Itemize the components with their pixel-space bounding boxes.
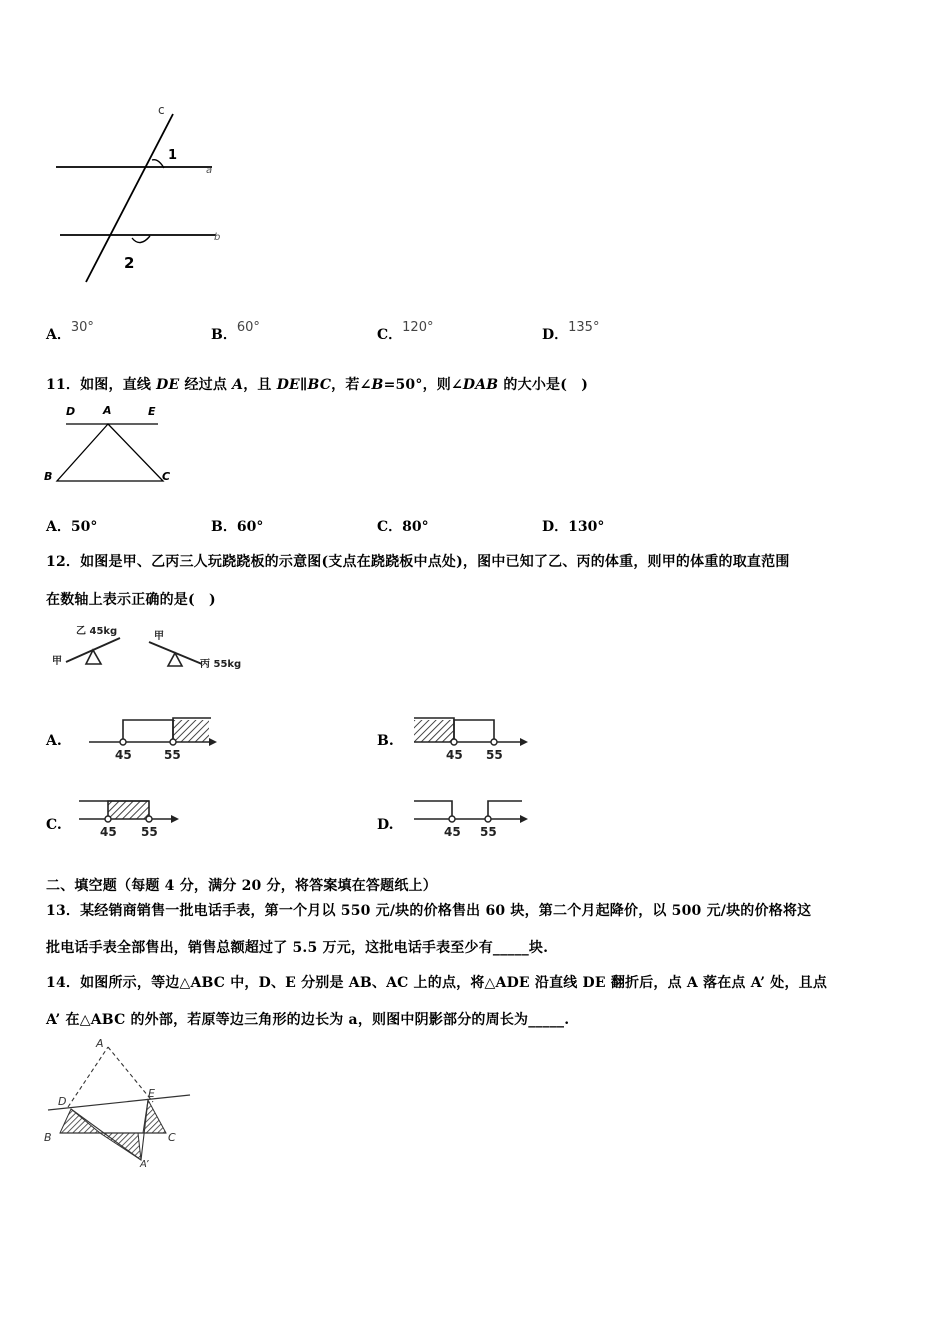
tick-55: 55	[480, 825, 497, 839]
label-jia-right: 甲	[154, 631, 164, 642]
label-angle-2: 2	[124, 254, 135, 272]
q10-figure	[40, 100, 240, 290]
label-jia-left: 甲	[52, 656, 62, 667]
tick-45: 45	[115, 748, 132, 762]
label-A: A	[96, 1037, 104, 1050]
label-c: c	[158, 103, 165, 117]
label-b: b	[214, 232, 221, 243]
q11-option-d[interactable]: D．130°	[542, 519, 605, 535]
tick-45: 45	[446, 748, 463, 762]
number-line-b	[410, 710, 540, 765]
label-E: E	[148, 1087, 155, 1100]
option-value: 120°	[402, 320, 434, 335]
q10-option-d[interactable]	[542, 320, 600, 344]
label-C: C	[162, 470, 171, 483]
q10-option-a[interactable]	[46, 320, 94, 344]
q10-option-c[interactable]	[377, 320, 434, 344]
q12-stem-line2: 在数轴上表示正确的是( )	[46, 592, 216, 608]
q14-stem-line1: 14．如图所示，等边△ABC 中，D、E 分别是 AB、AC 上的点，将△ADE 沿直线 DE 翻折后，点 A 落在点 A’ 处，且点	[46, 975, 828, 991]
q11-option-b[interactable]: B．60°	[211, 519, 264, 535]
tick-55: 55	[164, 748, 181, 762]
option-value: 60°	[236, 320, 260, 335]
q11-figure	[40, 400, 180, 490]
q12-option-a[interactable]	[85, 710, 225, 765]
number-line-d	[410, 795, 540, 845]
label-B: B	[44, 470, 53, 483]
label-E: E	[148, 405, 156, 418]
q11-option-c[interactable]: C．80°	[377, 519, 429, 535]
option-letter: C．	[377, 327, 403, 343]
q13-stem-line1: 13．某经销商销售一批电话手表，第一个月以 550 元/块的价格售出 60 块，第二个月起降价，以 500 元/块的价格将这	[46, 903, 812, 919]
q11-option-a[interactable]: A．50°	[46, 519, 98, 535]
q11-stem: 11．如图，直线 DE 经过点 A，且 DE∥BC，若∠B=50°，则∠DAB 的大小是( )	[46, 377, 589, 393]
q12-option-d-letter[interactable]: D.	[377, 817, 394, 833]
option-letter: A．	[46, 327, 71, 343]
label-angle-1: 1	[168, 148, 178, 163]
q10-option-b[interactable]	[211, 320, 260, 344]
q12-seesaw-figure	[50, 620, 250, 675]
label-bing-55kg: 丙 55kg	[200, 659, 242, 670]
number-line-c	[75, 795, 195, 845]
q14-stem-line2: A’ 在△ABC 的外部，若原等边三角形的边长为 a，则图中阴影部分的周长为_____.	[46, 1012, 570, 1028]
q12-option-c-letter[interactable]: C.	[46, 817, 62, 833]
tick-45: 45	[444, 825, 461, 839]
q12-option-b[interactable]	[410, 710, 540, 765]
tick-55: 55	[486, 748, 503, 762]
option-letter: D．	[542, 327, 569, 343]
q12-option-a-letter[interactable]: A.	[46, 733, 62, 749]
option-value: 30°	[70, 320, 94, 335]
number-line-a	[85, 710, 225, 765]
q12-stem-line1: 12．如图是甲、乙丙三人玩跷跷板的示意图(支点在跷跷板中点处)，图中已知了乙、丙的体重，则甲的体重的取直范围	[46, 554, 790, 570]
triangle-diagram	[40, 400, 180, 490]
q14-figure	[40, 1035, 200, 1175]
q12-option-d[interactable]	[410, 795, 540, 845]
parallel-lines-diagram	[40, 100, 240, 290]
option-value: 135°	[568, 320, 600, 335]
option-letter: B．	[211, 327, 237, 343]
label-B: B	[44, 1131, 52, 1144]
tick-45: 45	[100, 825, 117, 839]
label-D: D	[66, 405, 76, 418]
section-heading: 二、填空题（每题 4 分，满分 20 分，将答案填在答题纸上）	[46, 878, 437, 894]
label-A-prime: A’	[140, 1159, 149, 1170]
label-a: a	[206, 165, 213, 176]
q12-option-c[interactable]	[75, 795, 195, 845]
q12-option-b-letter[interactable]: B.	[377, 733, 394, 749]
label-yi-45kg: 乙 45kg	[76, 626, 118, 637]
seesaw-diagram	[50, 620, 250, 675]
label-A: A	[103, 404, 112, 417]
label-D: D	[58, 1095, 67, 1108]
tick-55: 55	[141, 825, 158, 839]
folded-triangle-diagram	[40, 1035, 200, 1175]
q13-stem-line2: 批电话手表全部售出，销售总额超过了 5.5 万元，这批电话手表至少有_____块.	[46, 940, 549, 956]
label-C: C	[168, 1131, 176, 1144]
